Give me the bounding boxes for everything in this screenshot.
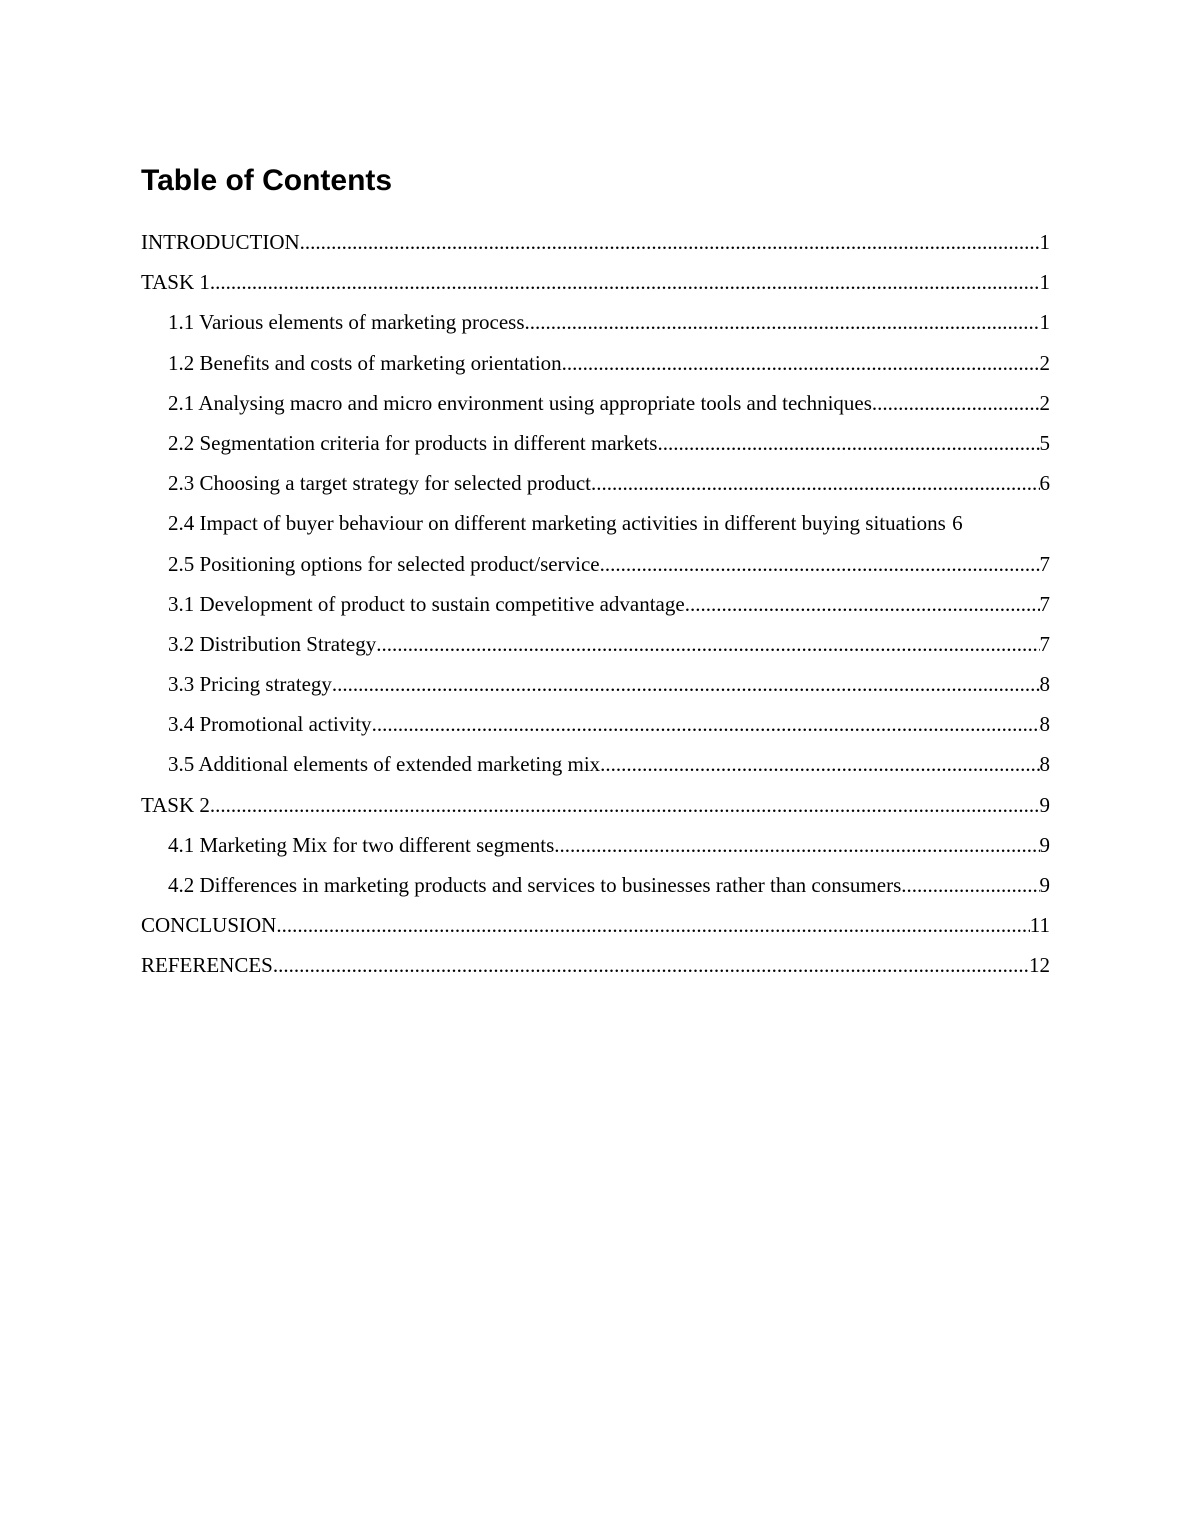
toc-dot-leader [300,222,1040,262]
toc-dot-leader [376,624,1039,664]
toc-dot-leader [600,744,1039,784]
toc-entry-text: REFERENCES [141,953,273,978]
toc-entry[interactable] [141,423,1050,463]
toc-page-number: 6 [1039,471,1050,496]
toc-entry[interactable] [141,785,1050,825]
toc-entry[interactable] [141,704,1050,744]
toc-entry-text: 2.3 Choosing a target strategy for selected product [168,471,591,496]
toc-entry[interactable] [141,503,1050,543]
toc-entry[interactable] [141,463,1050,503]
toc-entry[interactable] [141,222,1050,262]
toc-entry[interactable] [141,664,1050,704]
toc-dot-leader [273,945,1029,985]
toc-page-number: 12 [1029,953,1050,978]
toc-entry-text: 4.1 Marketing Mix for two different segments [168,832,555,857]
toc-entry[interactable] [141,744,1050,784]
toc-page-number: 1 [1039,270,1050,295]
toc-dot-leader [600,544,1040,584]
toc-dot-leader [901,865,1039,905]
toc-entry[interactable] [141,343,1050,383]
toc-entry-text: 2.5 Positioning options for selected product/service [168,551,600,576]
toc-entry[interactable] [141,544,1050,584]
toc-dot-leader [210,785,1040,825]
toc-entry[interactable] [141,624,1050,664]
toc-entry[interactable] [141,825,1050,865]
toc-page-number: 1 [1039,230,1050,254]
toc-page-number: 8 [1039,712,1050,737]
toc-entry-text: 3.2 Distribution Strategy [168,631,377,656]
toc-entry-text: 3.5 Additional elements of extended marketing mix [168,752,601,777]
toc-page-number: 9 [1039,792,1050,817]
toc-page-number: 9 [1039,832,1050,857]
toc-page-number: 5 [1039,430,1050,455]
toc-title: Table of Contents [141,164,393,197]
toc-dot-leader [562,343,1040,383]
toc-entry-text: 2.1 Analysing macro and micro environment using appropriate tools and techniques [168,390,872,415]
toc-list [141,222,1050,986]
toc-dot-leader [872,383,1040,423]
toc-entry-text: 3.4 Promotional activity [168,712,372,737]
toc-dot-leader [525,302,1040,342]
toc-page-number: 9 [1039,873,1050,897]
toc-page-number: 7 [1039,551,1050,576]
toc-page-number: 8 [1039,672,1050,697]
toc-entry-text: TASK 2 [141,792,210,817]
toc-entry[interactable] [141,905,1050,945]
toc-page-number: 2 [1039,350,1050,375]
toc-page-number: 6 [952,511,963,536]
toc-entry-text: CONCLUSION [141,913,277,938]
toc-entry-text: 2.2 Segmentation criteria for products in different markets [168,430,658,455]
toc-entry-text: 3.1 Development of product to sustain competitive advantage [168,591,685,616]
toc-dot-leader [657,423,1039,463]
toc-page-number: 2 [1039,390,1050,415]
toc-dot-leader [372,704,1040,744]
toc-entry[interactable] [141,584,1050,624]
toc-entry-text: 4.2 Differences in marketing products and services to businesses rather than consumers [168,873,902,897]
toc-page-number: 11 [1029,913,1050,938]
toc-dot-leader [276,905,1029,945]
toc-page-number: 7 [1039,591,1050,616]
toc-entry[interactable] [141,865,1050,905]
toc-entry[interactable] [141,383,1050,423]
toc-entry-text: INTRODUCTION [141,230,300,254]
toc-entry-text: 1.2 Benefits and costs of marketing orientation [168,350,562,375]
toc-entry-text: 2.4 Impact of buyer behaviour on different marketing activities in different buying situations [168,511,946,536]
toc-entry[interactable] [141,262,1050,302]
toc-dot-leader [554,825,1039,865]
toc-page-number: 1 [1039,310,1050,335]
toc-page-number: 7 [1039,631,1050,656]
toc-dot-leader [210,262,1040,302]
toc-dot-leader [685,584,1040,624]
toc-entry[interactable] [141,302,1050,342]
toc-dot-leader [591,463,1040,503]
toc-entry-text: 1.1 Various elements of marketing process [168,310,525,335]
toc-entry-text: TASK 1 [141,270,210,295]
toc-entry[interactable] [141,945,1050,985]
toc-dot-leader [332,664,1040,704]
toc-entry-text: 3.3 Pricing strategy [168,672,332,697]
toc-page-number: 8 [1039,752,1050,777]
